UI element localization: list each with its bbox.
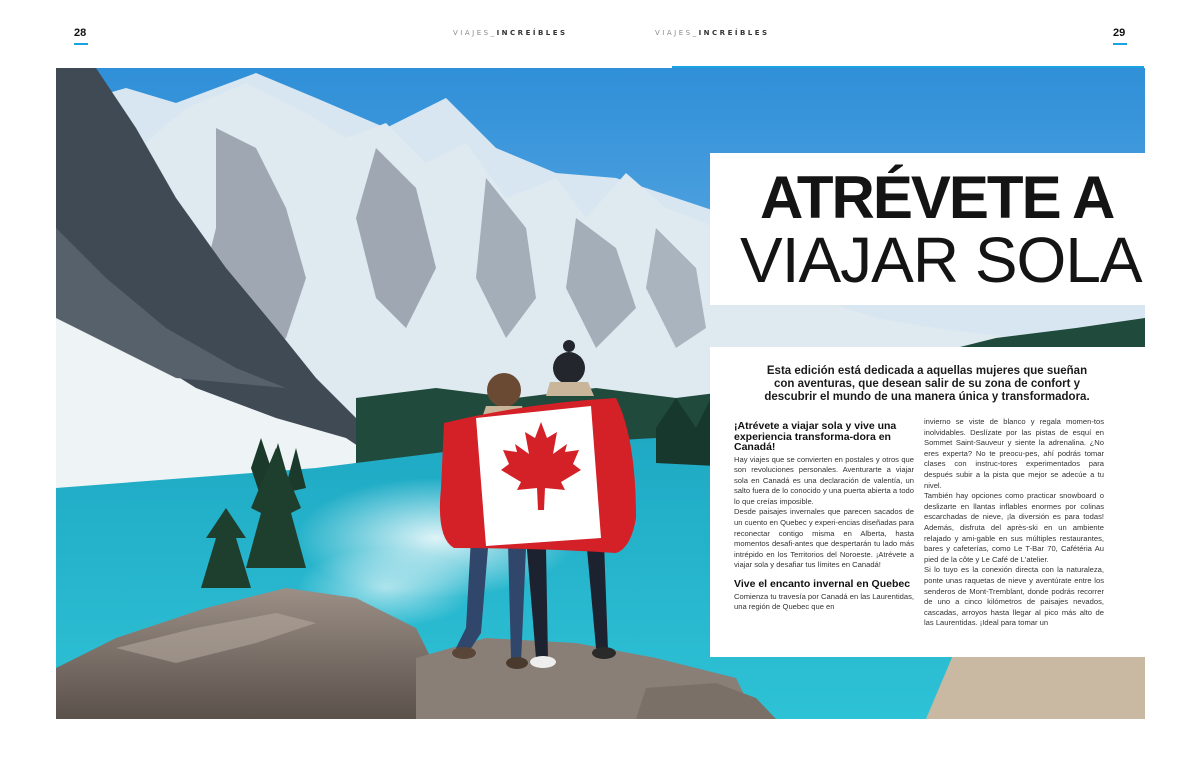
article-lead: Esta edición está dedicada a aquellas mujeres que sueñan con aventuras, que desean salir de su zona de confort y descubrir el mundo de una manera única y transformadora. (764, 365, 1090, 403)
running-head-prefix: VIAJES (453, 29, 491, 37)
page-number-right: 29 (1113, 27, 1126, 39)
article-title-line1: ATRÉVETE A (760, 164, 1114, 231)
paragraph: Desde paisajes invernales que parecen sacados de un cuento en Quebec y experi-encias diseñadas para reconectar contigo misma en Alberta, hasta momentos desafi-antes que despertarán tu lado más intrépido en los Territorios del Noroeste. ¡Atrévete a viajar sola y desafiar tus límites en Canadá! (734, 507, 914, 570)
running-head-prefix: VIAJES (655, 29, 693, 37)
running-head-right: VIAJES_INCREÍBLES (655, 29, 770, 37)
section-heading: Vive el encanto invernal en Quebec (734, 578, 911, 591)
page-number-left: 28 (74, 27, 87, 39)
section-heading: ¡Atrévete a viajar sola y vive una experiencia transforma-dora en Canadá! (734, 420, 897, 453)
paragraph: invierno se viste de blanco y regala momen-tos inolvidables. Deslízate por las pistas de esquí en Sommet Saint-Sauveur y siente la adrenalina. ¿No eres experta? No te preocu-pes, ahí podrás tomar clases con instruc-tores experimentados para después subir a la pista que mejor se adecúe a tu nivel. (924, 417, 1104, 490)
paragraph: Si lo tuyo es la conexión directa con la naturaleza, ponte unas raquetas de nieve y aventúrate entre los senderos de Mont-Tremblant, donde podrás recorrer de uno a cinco kilómetros de paisajes nevados, cascadas, arroyos hasta llegar al pico más alto de las Laurentidas. ¡Ideal para tomar un (924, 565, 1104, 628)
paragraph: Comienza tu travesía por Canadá en las Laurentidas, una región de Quebec que en (734, 591, 914, 612)
article-column-1 (734, 419, 914, 613)
running-head-left: VIAJES_INCREÍBLES (453, 29, 568, 37)
article-title-line2: VIAJAR SOLA (740, 224, 1142, 296)
running-head-bold: INCREÍBLES (698, 29, 770, 37)
running-head-bold: INCREÍBLES (496, 29, 568, 37)
article-text-box (710, 347, 1145, 657)
paragraph: Hay viajes que se convierten en postales y otros que son revoluciones personales. Aventurarte a viajar sola en Canadá es una declaración de valentía, un salto fuera de lo conocido y una puerta abierta a todo lo que creías imposible. (734, 454, 914, 506)
article-column-2 (924, 417, 1104, 629)
paragraph: También hay opciones como practicar snowboard o deslizarte en llantas inflables enormes por colinas escarchadas de nieve, ¡la diversión es para todas! Además, disfruta del après-ski en un ambiente relajado y ami-gable en sus múltiples restaurantes, bares y cafeterías, como Le T-Bar 70, Cafétéria Au pied de la côte y Le Café de L'atelier. (924, 491, 1104, 564)
title-box (710, 153, 1145, 305)
